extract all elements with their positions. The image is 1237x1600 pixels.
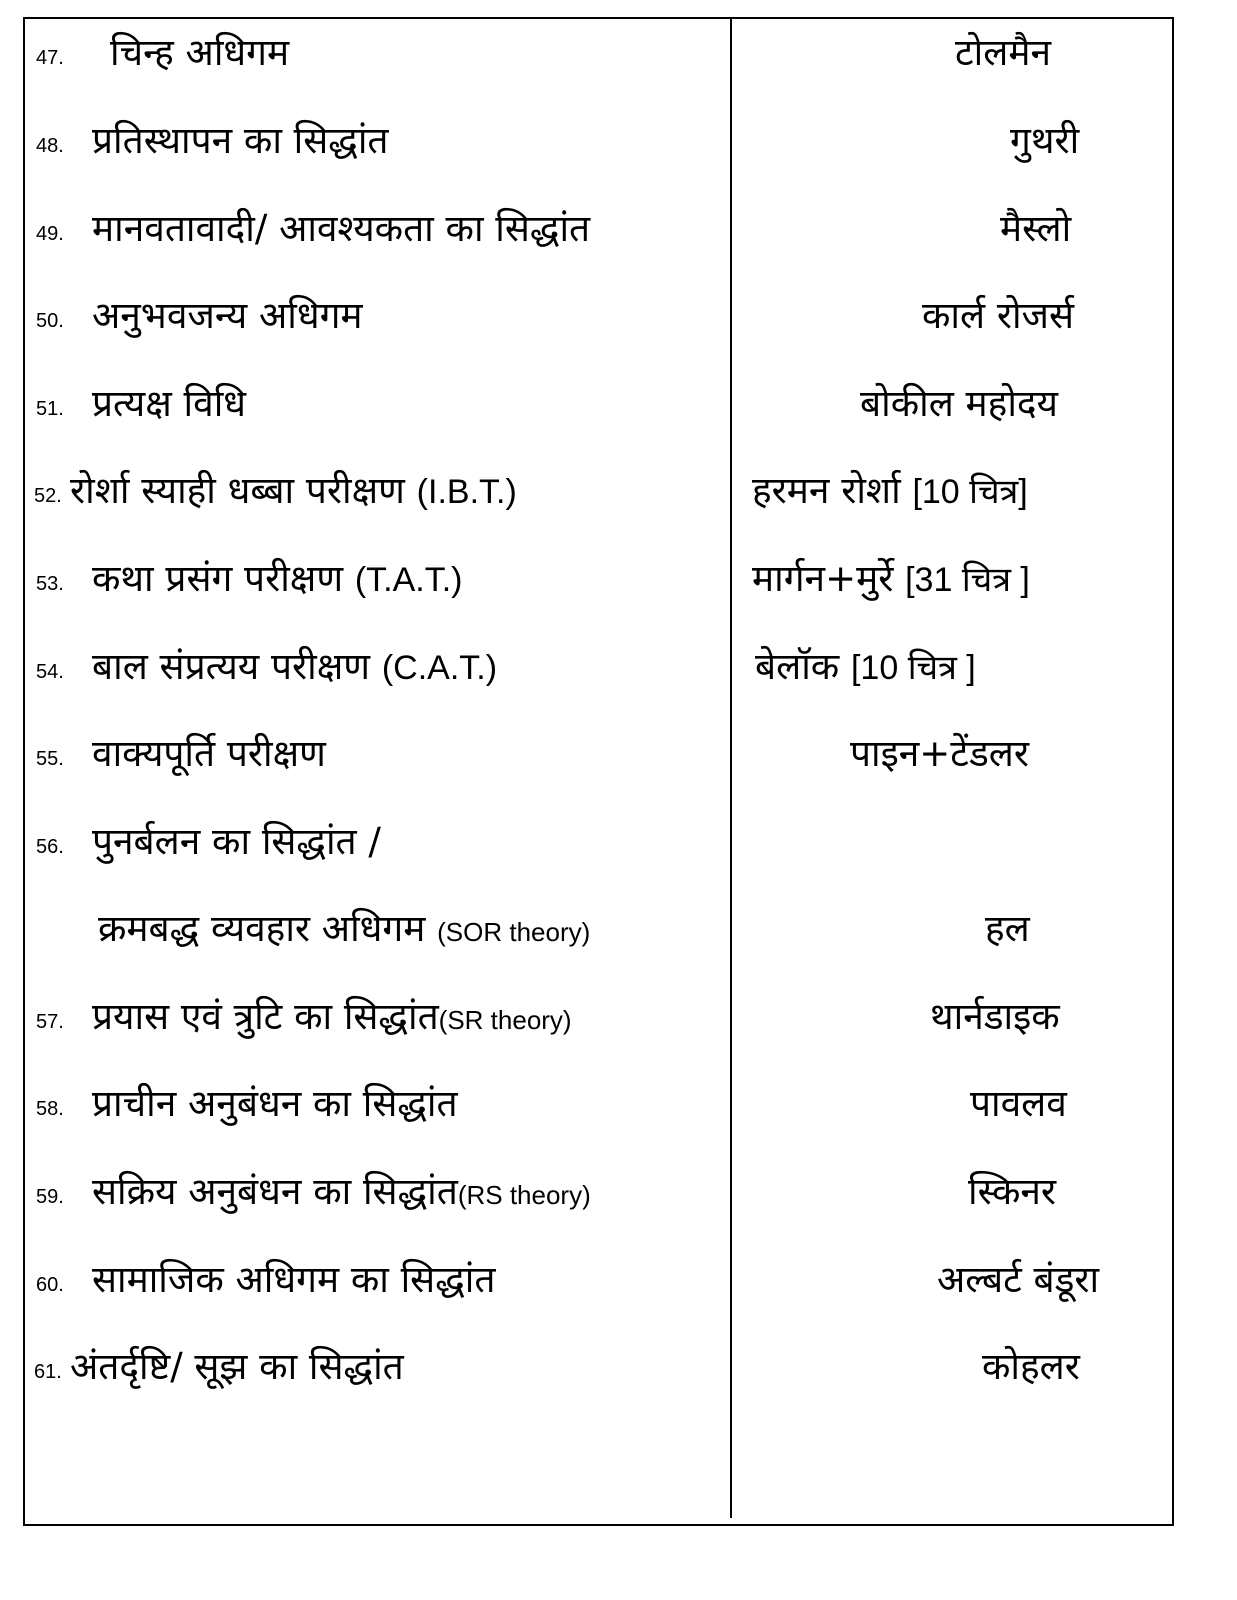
psychologist-name: कार्ल रोजर्स <box>922 294 1075 337</box>
list-item <box>0 1249 1237 1309</box>
item-number: 56. <box>36 836 64 858</box>
psychologist-name: टोलमैन <box>955 31 1051 74</box>
list-item <box>0 548 1237 608</box>
list-item <box>0 22 1237 82</box>
psychologist-name: मैस्लो <box>1000 207 1072 250</box>
concept-text: अंतर्दृष्टि/ सूझ का सिद्धांत <box>70 1345 404 1388</box>
item-number: 52. <box>34 485 62 507</box>
item-number: 47. <box>36 47 64 69</box>
concept-text: क्रमबद्ध व्यवहार अधिगम (SOR theory) <box>98 907 591 950</box>
list-item <box>0 373 1237 433</box>
list-item <box>0 898 1237 958</box>
psychologist-name: पावलव <box>970 1082 1067 1125</box>
list-item <box>0 198 1237 258</box>
item-number: 49. <box>36 223 64 245</box>
item-number: 51. <box>36 398 64 420</box>
item-number: 57. <box>36 1011 64 1033</box>
concept-text: प्रयास एवं त्रुटि का सिद्धांत(SR theory) <box>92 995 572 1038</box>
concept-text: सक्रिय अनुबंधन का सिद्धांत(RS theory) <box>92 1170 591 1213</box>
concept-text: कथा प्रसंग परीक्षण (T.A.T.) <box>92 557 463 600</box>
list-item <box>0 636 1237 696</box>
item-number: 61. <box>34 1361 62 1383</box>
item-number: 58. <box>36 1098 64 1120</box>
item-number: 55. <box>36 748 64 770</box>
item-number: 60. <box>36 1274 64 1296</box>
psychologist-name: मार्गन+मुर्रे [31 चित्र ] <box>752 557 1030 600</box>
psychologist-name: स्किनर <box>968 1170 1057 1213</box>
concept-text: प्रतिस्थापन का सिद्धांत <box>92 119 389 162</box>
concept-text: चिन्ह अधिगम <box>110 31 290 74</box>
item-number: 48. <box>36 135 64 157</box>
item-number: 53. <box>36 573 64 595</box>
concept-text: प्रत्यक्ष विधि <box>92 382 247 425</box>
list-item <box>0 723 1237 783</box>
list-item <box>0 986 1237 1046</box>
concept-text: मानवतावादी/ आवश्यकता का सिद्धांत <box>92 207 591 250</box>
psychologist-name: हल <box>985 907 1030 950</box>
psychologist-name: कोहलर <box>982 1345 1080 1388</box>
list-item <box>0 110 1237 170</box>
list-item <box>0 1073 1237 1133</box>
concept-text: सामाजिक अधिगम का सिद्धांत <box>92 1258 496 1301</box>
concept-text: वाक्यपूर्ति परीक्षण <box>92 732 326 775</box>
list-item <box>0 1161 1237 1221</box>
list-item <box>0 460 1237 520</box>
concept-text: अनुभवजन्य अधिगम <box>92 294 363 337</box>
psychologist-name: हरमन रोर्शा [10 चित्र] <box>752 469 1028 512</box>
psychologist-name: पाइन+टेंडलर <box>850 732 1029 775</box>
concept-text: बाल संप्रत्यय परीक्षण (C.A.T.) <box>92 645 498 688</box>
list-item <box>0 1336 1237 1396</box>
psychologist-name: गुथरी <box>1010 119 1080 162</box>
list-item <box>0 811 1237 871</box>
item-number: 54. <box>36 661 64 683</box>
concept-text: प्राचीन अनुबंधन का सिद्धांत <box>92 1082 458 1125</box>
item-number: 50. <box>36 310 64 332</box>
psychologist-name: बोकील महोदय <box>860 382 1059 425</box>
psychologist-name: थार्नडाइक <box>930 995 1060 1038</box>
item-number: 59. <box>36 1186 64 1208</box>
psychologist-name: अल्बर्ट बंडूरा <box>937 1258 1100 1301</box>
concept-text: रोर्शा स्याही धब्बा परीक्षण (I.B.T.) <box>70 469 517 512</box>
concept-text: पुनर्बलन का सिद्धांत / <box>92 820 381 863</box>
list-item <box>0 285 1237 345</box>
psychologist-name: बेलॉक [10 चित्र ] <box>755 645 976 688</box>
